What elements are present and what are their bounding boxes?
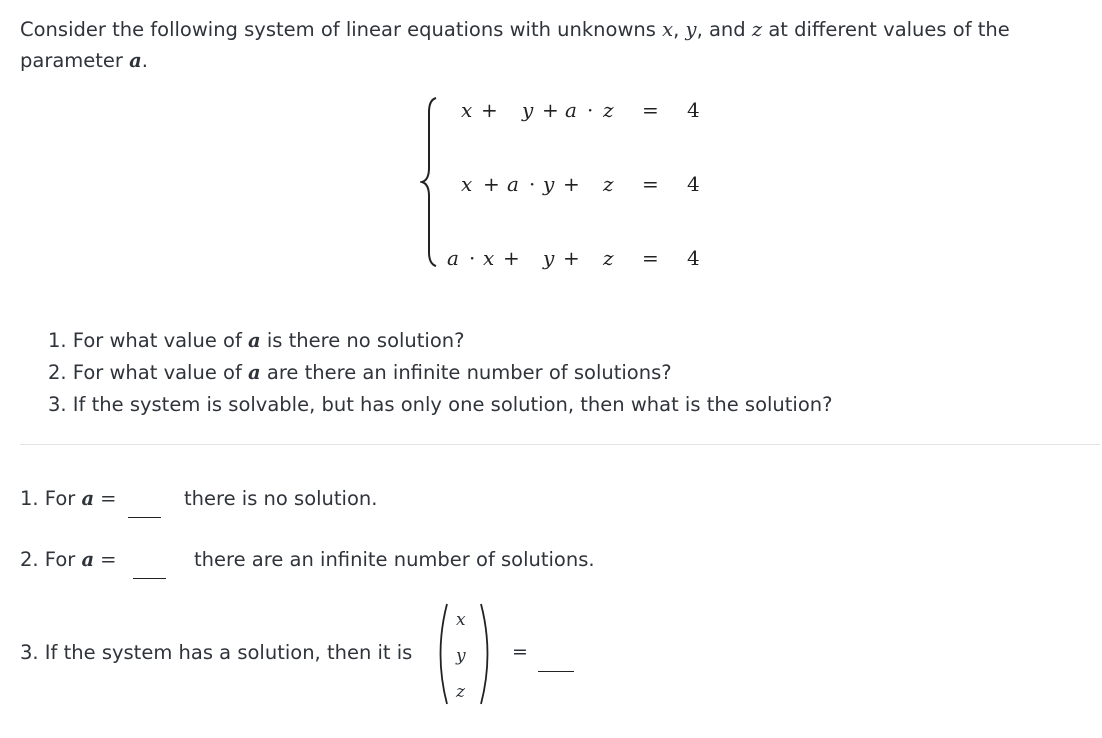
eq-term: z: [603, 172, 614, 196]
vec-x: x: [456, 610, 466, 630]
answer-equals: =: [100, 487, 117, 510]
question-text: is there no solution?: [260, 329, 465, 352]
intro-text: Consider the following system of linear equations with unknowns: [20, 18, 663, 41]
eq-op: ·: [587, 98, 594, 122]
question-text: 1. For what value of: [48, 329, 249, 352]
eq-equals: =: [642, 172, 659, 196]
eq-rhs: 4: [687, 98, 700, 122]
problem-intro: [20, 14, 1090, 76]
question-text: 2. For what value of: [48, 361, 249, 384]
eq-op: +: [483, 172, 500, 196]
intro-text: at different values of the parameter: [20, 18, 1010, 72]
system-brace: [420, 96, 442, 268]
eq-term: x: [483, 246, 495, 270]
answer-2-suffix: there are an infinite number of solutions.: [194, 548, 595, 571]
eq-equals: =: [642, 246, 659, 270]
var-z: z: [751, 18, 763, 41]
intro-period: .: [141, 49, 148, 72]
answer-3-label: 3. If the system has a solution, then it is: [20, 641, 413, 664]
answer-2-input[interactable]: [133, 578, 166, 579]
var-y: y: [685, 18, 697, 41]
eq-rhs: 4: [687, 246, 700, 270]
intro-sep: , and: [696, 18, 752, 41]
answer-equals: =: [100, 548, 117, 571]
param-a: a: [248, 329, 261, 352]
answer-text: 1. For: [20, 487, 82, 510]
answer-3-input[interactable]: [538, 671, 574, 672]
eq-op: +: [563, 246, 580, 270]
answer-1-label: [20, 487, 116, 510]
param-a: a: [248, 361, 261, 384]
eq-rhs: 4: [687, 172, 700, 196]
eq-term: y: [522, 98, 534, 122]
param-a: a: [81, 548, 95, 571]
param-a: a: [129, 49, 142, 72]
eq-term: z: [603, 246, 614, 270]
eq-term: y: [543, 172, 555, 196]
answer-2-label: [20, 548, 116, 571]
eq-term: x: [461, 172, 473, 196]
answer-equals: =: [512, 641, 528, 663]
eq-op: +: [481, 98, 498, 122]
answer-1-suffix: there is no solution.: [184, 487, 378, 510]
eq-term: a: [507, 172, 519, 196]
eq-op: +: [542, 98, 559, 122]
eq-term: a: [447, 246, 459, 270]
eq-equals: =: [642, 98, 659, 122]
divider: [20, 444, 1100, 445]
answer-text: 2. For: [20, 548, 82, 571]
vec-y: y: [456, 646, 466, 666]
answer-1-input[interactable]: [128, 517, 161, 518]
intro-sep: ,: [673, 18, 686, 41]
eq-term: y: [543, 246, 555, 270]
eq-op: +: [563, 172, 580, 196]
eq-term: a: [565, 98, 577, 122]
vec-z: z: [456, 682, 465, 702]
eq-term: z: [603, 98, 614, 122]
param-a: a: [81, 487, 95, 510]
question-3: 3. If the system is solvable, but has only one solution, then what is the solution?: [48, 393, 833, 416]
eq-op: ·: [529, 172, 536, 196]
eq-op: +: [503, 246, 520, 270]
var-x: x: [662, 18, 674, 41]
question-1: [48, 329, 465, 352]
eq-op: ·: [469, 246, 476, 270]
question-text: are there an infinite number of solutions?: [260, 361, 672, 384]
eq-term: x: [461, 98, 473, 122]
question-2: [48, 361, 672, 384]
